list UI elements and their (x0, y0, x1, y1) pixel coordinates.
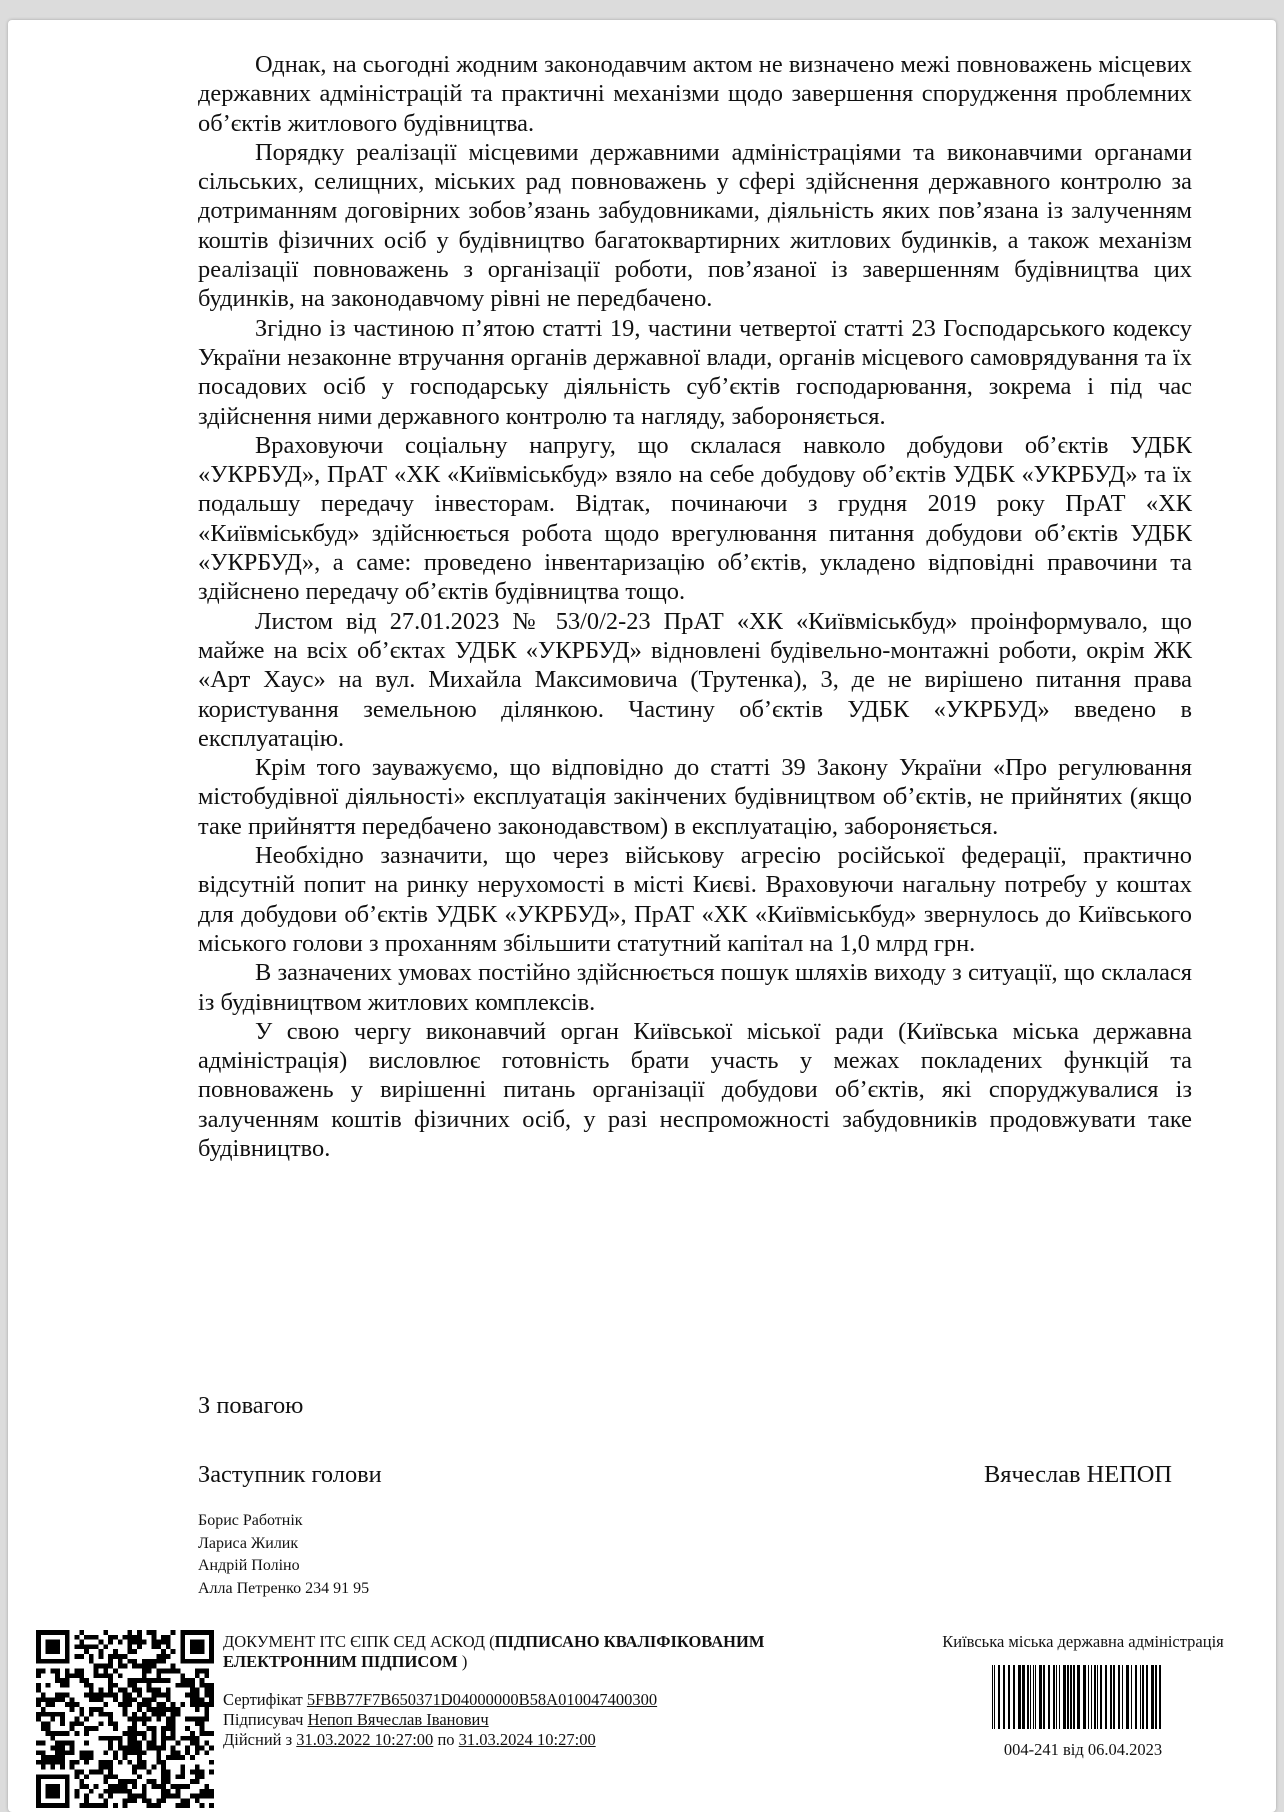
paragraph: Згідно із частиною п’ятою статті 19, частини четвертої статті 23 Господарського кодексу України незаконне втручання органів державної влади, органів місцевого самоврядування та їх посадових осіб у господарську діяльність суб’єктів господарювання, зокрема і під час здійснення ними державного контролю та нагляду, забороняється. (198, 314, 1192, 430)
signer-name: Вячеслав НЕПОП (984, 1461, 1172, 1488)
valid-to-label: по (437, 1730, 455, 1749)
barcode-icon (990, 1665, 1166, 1729)
registration-number: 004-241 від 06.04.2023 (1003, 1740, 1163, 1759)
document-page (8, 20, 1276, 1812)
valid-from-label: Дійсний з (223, 1730, 293, 1749)
executor-name: Лариса Жилик (198, 1534, 299, 1552)
paragraph: В зазначених умовах постійно здійснюється пошук шляхів виходу з ситуації, що склалася із будівництвом житлових комплексів. (198, 959, 1192, 1016)
executor-name: Андрій Поліно (198, 1557, 300, 1574)
signature-prefix: ДОКУМЕНТ ІТС ЄІПК СЕД АСКОД ( (223, 1632, 495, 1651)
paragraph: Порядку реалізації місцевими державними адміністраціями та виконавчими органами сільських, селищних, міських рад повноважень у сфері здійснення державного контролю за дотриманням договірних зобов’язань забудовниками, діяльність яких пов’язана із залученням коштів фізичних осіб у будівництво багатоквартирних житлових будинків, а також механізм реалізації повноважень з організації роботи, пов’язаної із завершенням будівництва цих будинків, на законодавчому рівні не передбачено. (198, 138, 1192, 313)
e-signature-block (223, 1632, 873, 1750)
qr-code-icon (36, 1630, 214, 1808)
signer-title: Заступник голови (198, 1461, 382, 1488)
certificate-value: 5FBB77F7B650371D04000000B58A010047400300 (306, 1690, 658, 1709)
valid-to-value: 31.03.2024 10:27:00 (458, 1730, 596, 1749)
paragraph: Однак, на сьогодні жодним законодавчим актом не визначено межі повноважень місцевих державних адміністрацій та практичні механізми щодо завершення спорудження проблемних об’єктів житлового будівництва. (198, 51, 1192, 137)
executor-name: Борис Работнік (198, 1512, 303, 1529)
executors-list (198, 1510, 369, 1600)
letter-body (198, 50, 1192, 1163)
signature-suffix: ) (457, 1652, 468, 1671)
signer-row (223, 1710, 873, 1730)
closing-regards: З повагою (198, 1392, 304, 1419)
certificate-row (223, 1690, 873, 1710)
validity-row (223, 1730, 873, 1750)
paragraph: У свою чергу виконавчий орган Київської міської ради (Київська міська державна адміністрація) висловлює готовність брати участь у межах покладених функцій та повноважень у вирішенні питань організації добудови об’єктів, які споруджувалися із залученням коштів фізичних осіб, у разі неспроможності забудовників продовжувати таке будівництво. (198, 1017, 1192, 1162)
signature-status: ПІДПИСАНО КВАЛІФІКОВАНИМ ЕЛЕКТРОННИМ ПІДПИСОМ (223, 1632, 765, 1671)
paragraph: Необхідно зазначити, що через військову агресію російської федерації, практично відсутній попит на ринку нерухомості в місті Києві. Враховуючи нагальну потребу у коштах для добудови об’єктів УДБК «УКРБУД», ПрАТ «ХК «Київміськбуд» звернулось до Київського міського голови з проханням збільшити статутний капітал на 1,0 млрд грн. (198, 842, 1192, 957)
organization-name: Київська міська державна адміністрація (942, 1632, 1224, 1651)
paragraph: Враховуючи соціальну напругу, що склалася навколо добудови об’єктів УДБК «УКРБУД», ПрАТ «ХК «Київміськбуд» взяло на себе добудову об’єктів УДБК «УКРБУД» та їх подальшу передачу інвесторам. Відтак, починаючи з грудня 2019 року ПрАТ «ХК «Київміськбуд» здійснюється робота щодо врегулювання питання добудови об’єктів УДБК «УКРБУД», а саме: проведено інвентаризацію об’єктів, укладено відповідні правочини та здійснено передачу об’єктів будівництва тощо. (198, 431, 1192, 606)
valid-from-value: 31.03.2022 10:27:00 (296, 1730, 434, 1749)
signer-value: Непоп Вячеслав Іванович (307, 1710, 489, 1729)
certificate-label: Сертифікат (223, 1690, 303, 1709)
paragraph: Листом від 27.01.2023 № 53/0/2-23 ПрАТ «ХК «Київміськбуд» проінформувало, що майже на всіх об’єктах УДБК «УКРБУД» відновлені будівельно-монтажні роботи, окрім ЖК «Арт Хаус» на вул. Михайла Максимовича (Трутенка), 3, де не вирішено питання права користування земельною ділянкою. Частину об’єктів УДБК «УКРБУД» введено в експлуатацію. (198, 607, 1192, 752)
signature-heading (223, 1632, 873, 1672)
executor-name: Алла Петренко 234 91 95 (198, 1579, 370, 1597)
signer-label: Підписувач (223, 1710, 304, 1729)
paragraph: Крім того зауважуємо, що відповідно до статті 39 Закону України «Про регулювання містобудівної діяльності» експлуатація закінчених будівництвом об’єктів, не прийнятих (якщо таке прийняття передбачено законодавством) в експлуатацію, забороняється. (198, 754, 1192, 840)
